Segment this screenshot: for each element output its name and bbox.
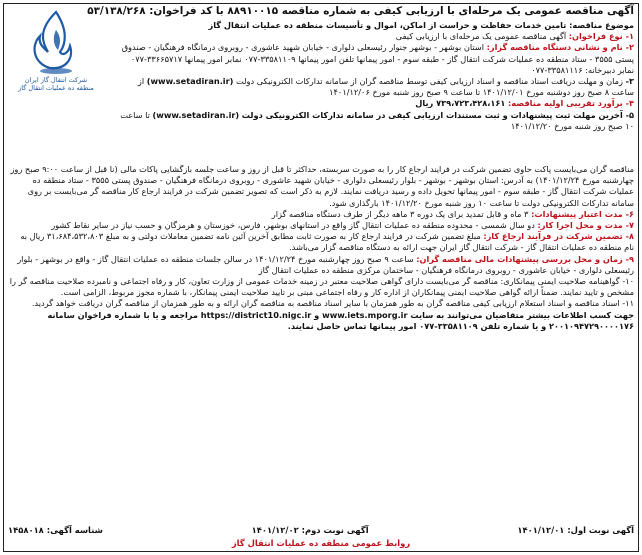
item-4 [114,98,634,109]
item-3-label: ۳- [625,76,634,87]
item-7-label: ۷- مدت و محل اجرا کار: [537,220,634,231]
item-5 [114,110,634,132]
item-6-text: ۳ ماه و قابل تمدید برای یک دوره ۳ ماهه دیگر از طرف دستگاه مناقصه گزار [271,208,529,219]
company-logo [8,8,104,100]
item-1-label: ۱- نوع فراخوان: [568,31,634,42]
item-11: ۱۱- اسناد مناقصه و اسناد استعلام ارزیابی کیفی مناقصه گران به طور همزمان با سایر اسناد مناقصه به مناقصه گران ارائه و به طور همزمان از مناقصه گران دریافت خواهد گردید. [31,298,634,309]
item-7-text: دو سال شمسی - محدوده منطقه ده عملیات انتقال گاز واقع در استانهای بوشهر، فارس، خوزستان و هرمزگان و حسب نیاز در سایر نقاط کشور [51,220,535,231]
item-8-label: ۸- تضمین شرکت در فرآیند ارجاع کار: [483,231,634,242]
item-3 [114,76,634,98]
footer-organization: روابط عمومی منطقه ده عملیات انتقال گاز [231,538,411,548]
item-10: ۱۰- گواهینامه صلاحیت ایمنی پیمانکاری: مناقصه گر می‌بایست دارای گواهی صلاحیت معتبر در زمینه خدمات عمومی از وزارت تعاون، کار و رفاه اجتماعی و نامبرده صلاحیت مناقصه گر را مشخص و تایید نمایند. ضمناً ارائه گواهی صلاحیت ایمنی پیمانکاران از اداره کار و رفاه اجتماعی مبنی بر تایید صلاحیت ایمنی پیمانکار، با شماره مجوز مربوط، الزامی است. [9,276,634,298]
footer-serial: شناسه آگهی: ۱۴۵۸۰۱۸ [8,525,103,535]
subject-line: موضوع مناقصه: تامین خدمات حفاظت و حراست از اماکن، اموال و تأسیسات منطقه ده عملیات انتقال گاز [208,20,634,30]
item-3-time: از ساعت ۸ صبح روز دوشنبه مورخ ۱۴۰۱/۱۲/۰۱ تا ساعت ۹ صبح روز شنبه مورخ ۱۴۰۱/۱۲/۰۶ [137,76,634,98]
item-2 [114,42,634,76]
footer-date2: آگهی نوبت دوم: ۱۴۰۱/۱۲/۰۲ [251,525,369,535]
item-4-value: ۷۳۹،۷۲۳،۴۲۸،۱۶۱ ریال [415,98,506,109]
item-8 [8,231,634,253]
item-9-text: ساعت ۹ صبح روز چهارشنبه مورخ ۱۴۰۱/۱۲/۲۴ در سالن جلسات منطقه ده عملیات انتقال گاز - واقع در بوشهر - بلوار رئیسعلی دلواری - خیابان عاشوری - روبروی درمانگاه فرهنگیان - ساختمان مرکزی منطقه ده عملیات انتقال گاز [17,253,634,275]
item-9 [8,254,634,276]
item-6-label: ۶- مدت اعتبار پیشنهادات: [531,208,634,219]
item-9-label: ۹- زمان و محل بررسی پیشنهادات مالی مناقصه گران: [416,253,634,264]
notice-body-lower [8,164,634,332]
item-1 [114,31,634,42]
footer-date1: آگهی نوبت اول: ۱۴۰۱/۱۲/۰۱ [517,525,634,535]
guarantee-paragraph: مناقصه گران می‌بایست پاکت حاوی تضمین شرکت در فرایند ارجاع کار را به صورت سربسته، حداکثر تا قبل از روز و ساعت جلسه بازگشایی پاکات مالی (نا قبل از ساعت ۹:۰۰ صبح روز چهارشنبه مورخ ۱۴۰۱/۱۲/۲۴) به آدرس: استان بوشهر - بوشهر - بلوار رئیسعلی دلواری - خیابان شهید عاشوری - روبروی درمانگاه فرهنگیان - صندوق پستی ۳۵۵۵ - ستاد منطقه ده عملیات شرکت انتقال گاز - طبقه سوم - امور پیمانها تحویل داده و رسید دریافت نمایند. لازم به ذکر است که تصویر تضمین شرکت در فرایند ارجاع کار مناقصه گر می‌بایست بر روی سامانه تدارکات الکترونیکی دولت تا ساعت ۱۰ روز شنبه مورخ ۱۴۰۱/۱۲/۲۰ بارگذاری شود. [10,164,634,208]
item-8-text: مبلغ تضمین شرکت در فرایند ارجاع کار به صورت ثابت مطابق آخرین آئین نامه تضمین معاملات دولتی و به مبلغ ۳۱،۶۸۴،۵۳۲،۸۰۳ ریال به نام منطقه ده عملیات انتقال گاز - شرکت انتقال گاز ایران جهت ارائه به دستگاه مناقصه گزار می‌باشد. [20,231,634,253]
notice-body-upper [114,20,634,132]
item-5-label: ۵- آخرین مهلت ثبت پیشنهادات و ثبت مستندات ارزیابی کیفی در سامانه تدارکات الکترونیکی دولت [241,109,634,120]
notice-headline: آگهی مناقصه عمومی یک مرحله‌ای با ارزیابی کیفی به شماره مناقصه ۸۸۹۱۰۰۱۵ با کد فراخوان: ۵۳/۱۳۸/۲۶۸ [87,5,634,17]
item-7 [8,220,634,231]
logo-line1: شرکت انتقال گاز ایران [24,76,88,84]
item-2-label: ۲- نام و نشانی دستگاه مناقصه گزار: [486,42,634,53]
item-5-time: تا ساعت ۱۰ صبح روز شنبه مورخ ۱۴۰۱/۱۲/۲۰ [120,109,634,131]
item-2-text: استان بوشهر - بوشهر جنوار رئیسعلی دلواری - خیابان شهید عاشوری - روبروی درمانگاه فرهنگیان - صندوق پستی ۳۵۵۵ - ستاد منطقه ده عملیات شرکت انتقال گاز - طبقه سوم - امور پیمانها تلفن امور پیمانها ۳۳۵۸۱۱۰۹-۰۷۷ نمابر امور پیمانها ۳۳۶۶۵۷۱۷-۰۷۷ نمابر دبیرخانه: ۳۳۵۸۱۱۱۶-۰۷۷ [121,42,634,75]
item-6 [8,209,634,220]
notice-footer [8,524,634,536]
item-3-text: زمان و مهلت دریافت اسناد مناقصه و اسناد ارزیابی کیفی توسط مناقصه گران از سامانه تدارکات الکترونیکی دولت [236,76,623,87]
item-1-text: آگهی مناقصه عمومی یک مرحله‌ای با ارزیابی کیفی [395,31,567,42]
item-5-url[interactable]: (www.setadiran.ir) [152,109,240,120]
item-4-label: ۴- برآورد تقریبی اولیه مناقصه: [508,98,634,109]
logo-line2: منطقه ده عملیات انتقال گاز [18,84,94,92]
contact-paragraph: جهت کسب اطلاعات بیشتر متقاضیان می‌توانند به سایت www.iets.mporg.ir و https://district10.nigc.ir مراجعه و یا با شماره فراخوان سامانه ۲۰۰۱۰۹۴۷۲۹۰۰۰۰۱۷۶ و یا شماره تلفن ۳۳۵۸۱۱۰۹-۰۷۷ امور پیمانها تماس حاصل نمایند. [47,309,634,331]
item-3-url[interactable]: (www.setadiran.ir) [146,76,234,87]
